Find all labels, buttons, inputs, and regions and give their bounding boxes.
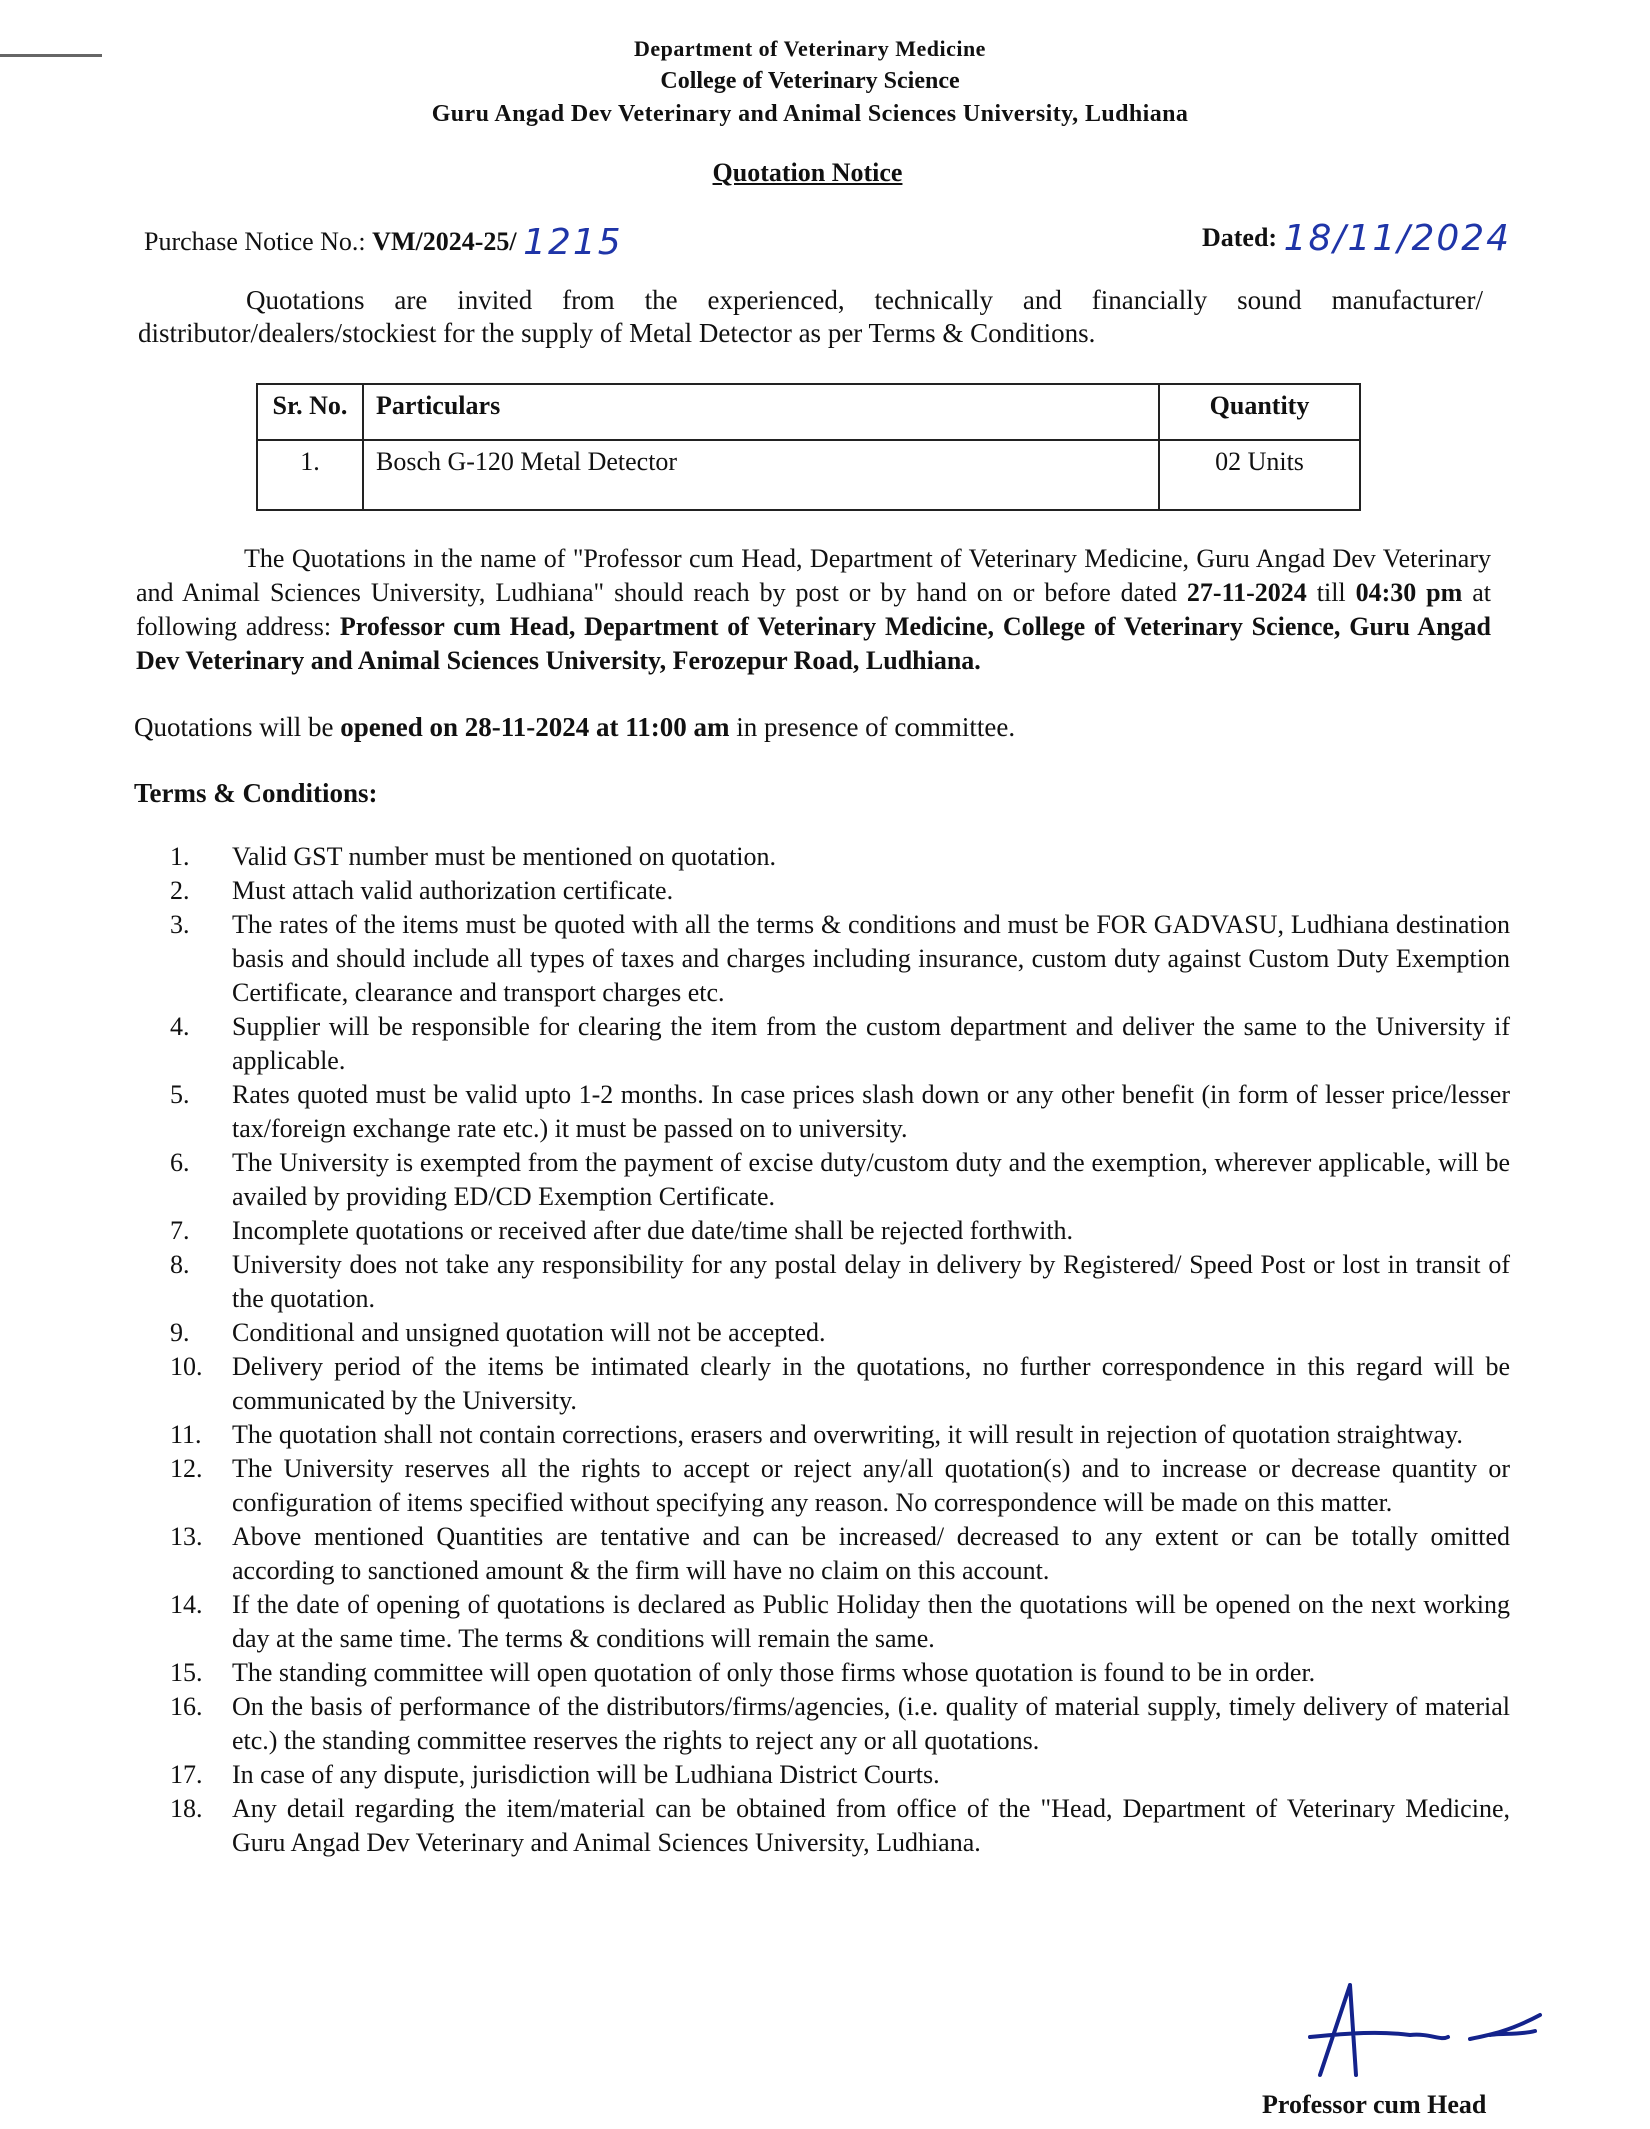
dated-label: Dated: — [1202, 223, 1278, 252]
list-item — [170, 908, 1510, 1010]
term-text: On the basis of performance of the distributors/firms/agencies, (i.e. quality of material supply, timely delivery of material etc.) the standing committee reserves the rights to reject any or all quotations. — [232, 1692, 1510, 1755]
terms-heading: Terms & Conditions: — [134, 778, 378, 808]
list-item — [170, 1758, 1510, 1792]
term-number: 15. — [170, 1658, 203, 1687]
opening-date-time: opened on 28-11-2024 at 11:00 am — [340, 712, 730, 742]
list-item — [170, 1350, 1510, 1418]
term-text: Incomplete quotations or received after due date/time shall be rejected forthwith. — [232, 1216, 1074, 1245]
list-item — [170, 874, 1510, 908]
notice-number: VM/2024-25/ — [372, 227, 517, 256]
term-number: 3. — [170, 910, 190, 939]
term-number: 9. — [170, 1318, 190, 1347]
term-text: The quotation shall not contain corrections, erasers and overwriting, it will result in rejection of quotation straightway. — [232, 1420, 1463, 1449]
items-table — [256, 383, 1361, 511]
cell-particulars: Bosch G-120 Metal Detector — [363, 440, 1159, 510]
term-number: 5. — [170, 1080, 190, 1109]
term-number: 14. — [170, 1590, 203, 1619]
term-text: Valid GST number must be mentioned on quotation. — [232, 842, 777, 871]
header-sr-no: Sr. No. — [257, 384, 363, 440]
list-item — [170, 1520, 1510, 1588]
header-particulars: Particulars — [363, 384, 1159, 440]
term-number: 16. — [170, 1692, 203, 1721]
college-name: College of Veterinary Science — [660, 68, 960, 94]
list-item — [170, 1656, 1510, 1690]
term-text: The standing committee will open quotation of only those firms whose quotation is found to be in order. — [232, 1658, 1316, 1687]
list-item — [170, 840, 1510, 874]
university-name: Guru Angad Dev Veterinary and Animal Sciences University, Ludhiana — [431, 101, 1189, 127]
list-item — [170, 1316, 1510, 1350]
term-text: Conditional and unsigned quotation will not be accepted. — [232, 1318, 826, 1347]
notice-label: Purchase Notice No.: — [144, 227, 366, 256]
handwritten-date: 18/11/2024 — [1283, 218, 1512, 259]
purchase-notice-number — [144, 218, 623, 263]
term-number: 8. — [170, 1250, 190, 1279]
deadline-time: 04:30 pm — [1355, 578, 1463, 607]
cell-quantity: 02 Units — [1159, 440, 1360, 510]
intro-paragraph: Quotations are invited from the experienced, technically and financially sound manufacturer/ distributor/dealers/stockiest for the supply of Metal Detector as per Terms & Conditions. — [138, 285, 1483, 348]
submission-paragraph — [136, 542, 1491, 678]
term-number: 4. — [170, 1012, 190, 1041]
list-item — [170, 1010, 1510, 1078]
table-header-row — [257, 384, 1360, 440]
signature-image — [1290, 1975, 1550, 2085]
term-number: 18. — [170, 1794, 203, 1823]
submission-text-2: till — [1306, 578, 1356, 607]
letterhead — [0, 32, 1620, 131]
list-item — [170, 1690, 1510, 1758]
term-number: 1. — [170, 842, 190, 871]
terms-list — [170, 840, 1510, 1860]
term-number: 2. — [170, 876, 190, 905]
term-text: University does not take any responsibility for any postal delay in delivery by Registered/ Speed Post or lost in transit of the quotation. — [232, 1250, 1510, 1313]
term-text: Rates quoted must be valid upto 1-2 months. In case prices slash down or any other benefit (in form of lesser price/lesser tax/foreign exchange rate etc.) it must be passed on to university. — [232, 1080, 1510, 1143]
list-item — [170, 1792, 1510, 1860]
opening-paragraph — [134, 712, 1015, 743]
table-row — [257, 440, 1360, 510]
list-item — [170, 1588, 1510, 1656]
term-number: 13. — [170, 1522, 203, 1551]
list-item — [170, 1248, 1510, 1316]
term-text: The rates of the items must be quoted with all the terms & conditions and must be FOR GADVASU, Ludhiana destination basis and should include all types of taxes and charges including insurance, custom duty against Custom Duty Exemption Certificate, clearance and transport charges etc. — [232, 910, 1510, 1007]
term-text: Must attach valid authorization certificate. — [232, 876, 674, 905]
term-text: Delivery period of the items be intimated clearly in the quotations, no further correspondence in this regard will be communicated by the University. — [232, 1352, 1510, 1415]
term-number: 10. — [170, 1352, 203, 1381]
list-item — [170, 1452, 1510, 1520]
header-quantity: Quantity — [1159, 384, 1360, 440]
term-text: Above mentioned Quantities are tentative and can be increased/ decreased to any extent or can be totally omitted according to sanctioned amount & the firm will have no claim on this account. — [232, 1522, 1510, 1585]
opening-text-2: in presence of committee. — [729, 712, 1016, 742]
term-number: 11. — [170, 1420, 202, 1449]
deadline-date: 27-11-2024 — [1186, 578, 1307, 607]
submission-address: Professor cum Head, Department of Veterinary Medicine, College of Veterinary Science, Guru Angad Dev Veterinary and Animal Sciences University, Ferozepur Road, Ludhiana. — [136, 612, 1491, 675]
term-text: Supplier will be responsible for clearing the item from the custom department and deliver the same to the University if applicable. — [232, 1012, 1510, 1075]
term-number: 6. — [170, 1148, 190, 1177]
term-text: In case of any dispute, jurisdiction will be Ludhiana District Courts. — [232, 1760, 940, 1789]
page-title: Quotation Notice — [712, 158, 903, 187]
list-item — [170, 1214, 1510, 1248]
list-item — [170, 1078, 1510, 1146]
opening-text-1: Quotations will be — [134, 712, 341, 742]
term-number: 7. — [170, 1216, 190, 1245]
list-item — [170, 1146, 1510, 1214]
submission-text-3: at following address: — [136, 578, 1491, 641]
cell-sr-no: 1. — [257, 440, 363, 510]
signatory-title: Professor cum Head — [1262, 2090, 1487, 2119]
term-number: 17. — [170, 1760, 203, 1789]
notice-date — [1202, 214, 1512, 259]
term-number: 12. — [170, 1454, 203, 1483]
term-text: Any detail regarding the item/material can be obtained from office of the "Head, Department of Veterinary Medicine, Guru Angad Dev Veterinary and Animal Sciences University, Ludhiana. — [232, 1794, 1510, 1857]
term-text: If the date of opening of quotations is declared as Public Holiday then the quotations will be opened on the next working day at the same time. The terms & conditions will remain the same. — [232, 1590, 1510, 1653]
submission-text-1: The Quotations in the name of "Professor cum Head, Department of Veterinary Medicine, Guru Angad Dev Veterinary and Animal Sciences University, Ludhiana" should reach by post or by hand on or before dated — [136, 544, 1491, 607]
department-name: Department of Veterinary Medicine — [634, 36, 986, 61]
handwritten-number: 1215 — [523, 222, 623, 263]
term-text: The University reserves all the rights to accept or reject any/all quotation(s) and to increase or decrease quantity or configuration of items specified without specifying any reason. No correspondence will be made on this matter. — [232, 1454, 1510, 1517]
list-item — [170, 1418, 1510, 1452]
term-text: The University is exempted from the payment of excise duty/custom duty and the exemption, wherever applicable, will be availed by providing ED/CD Exemption Certificate. — [232, 1148, 1510, 1211]
